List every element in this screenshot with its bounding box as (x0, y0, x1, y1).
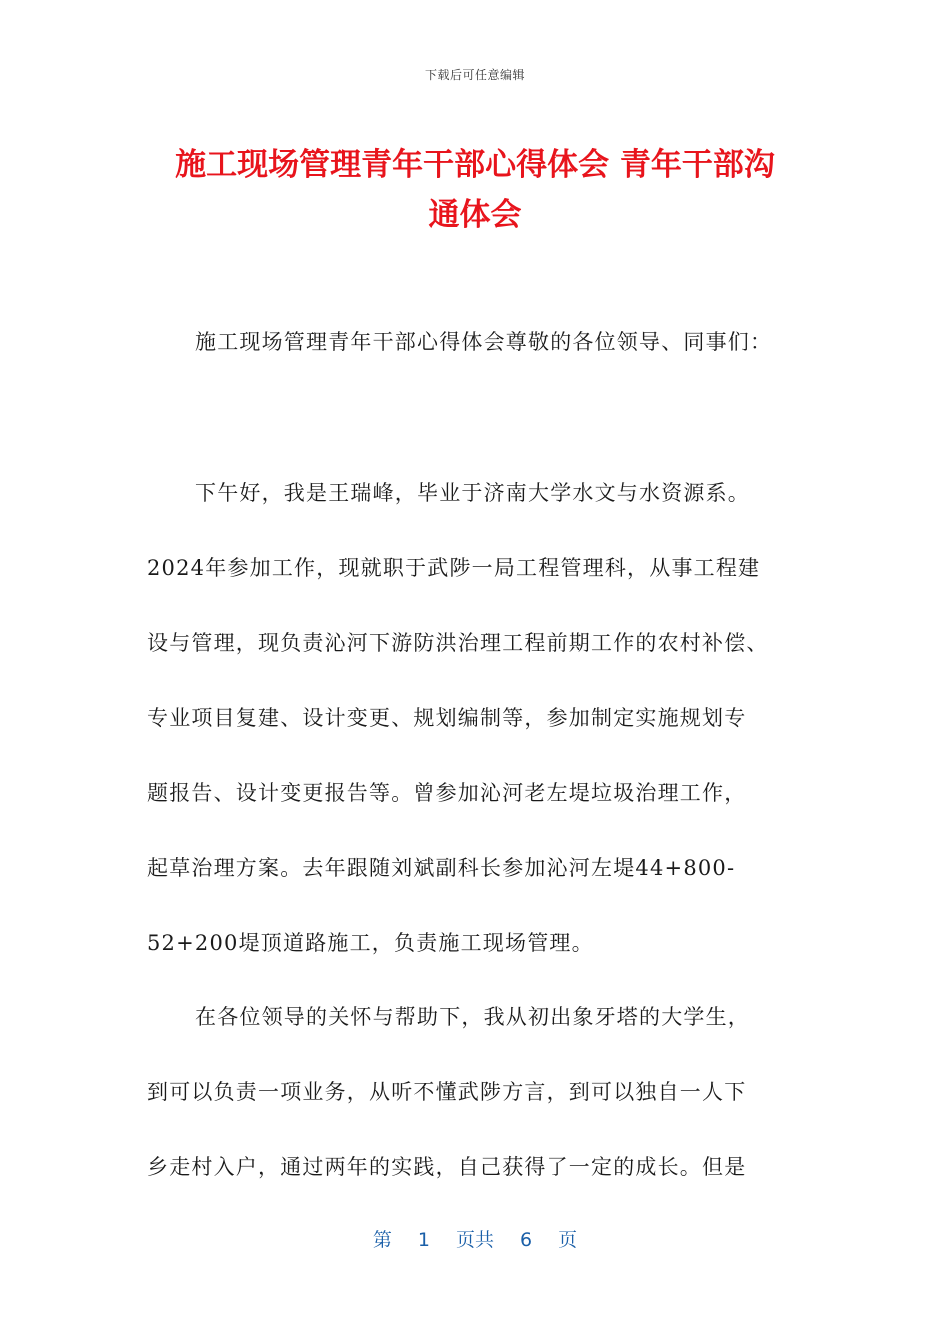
footer-suffix: 页 (558, 1229, 578, 1251)
paragraph-line: 乡走村入户，通过两年的实践，自己获得了一定的成长。但是 (147, 1155, 747, 1179)
header-note: 下载后可任意编辑 (424, 68, 525, 82)
greeting-paragraph (147, 305, 817, 380)
total-pages-number: 6 (520, 1229, 533, 1251)
paragraph-line: 到可以负责一项业务，从听不懂武陟方言，到可以独自一人下 (147, 1080, 747, 1104)
paragraph-line: 在各位领导的关怀与帮助下，我从初出象牙塔的大学生， (195, 1005, 750, 1029)
growth-paragraph (147, 980, 817, 1205)
title-line-1: 施工现场管理青年干部心得体会 青年干部沟 (175, 147, 775, 183)
paragraph-line: 设与管理，现负责沁河下游防洪治理工程前期工作的农村补偿、 (147, 631, 769, 655)
footer-prefix: 第 (372, 1229, 392, 1251)
paragraph-line: 专业项目复建、设计变更、规划编制等，参加制定实施规划专 (147, 706, 747, 730)
footer-middle: 页共 (455, 1229, 494, 1251)
paragraph-line: 2024年参加工作，现就职于武陟一局工程管理科，从事工程建 (147, 556, 761, 580)
page-footer (0, 1225, 950, 1252)
title-line-2: 通体会 (428, 197, 522, 233)
paragraph-line: 施工现场管理青年干部心得体会尊敬的各位领导、同事们： (195, 330, 773, 354)
paragraph-line: 下午好，我是王瑞峰，毕业于济南大学水文与水资源系。 (195, 481, 750, 505)
paragraph-line: 题报告、设计变更报告等。曾参加沁河老左堤垃圾治理工作， (147, 781, 747, 805)
intro-paragraph (147, 456, 817, 981)
paragraph-line: 起草治理方案。去年跟随刘斌副科长参加沁河左堤44+800- (147, 856, 736, 880)
current-page-number: 1 (417, 1229, 430, 1251)
paragraph-line: 52+200堤顶道路施工，负责施工现场管理。 (147, 931, 594, 955)
document-title (110, 140, 840, 240)
